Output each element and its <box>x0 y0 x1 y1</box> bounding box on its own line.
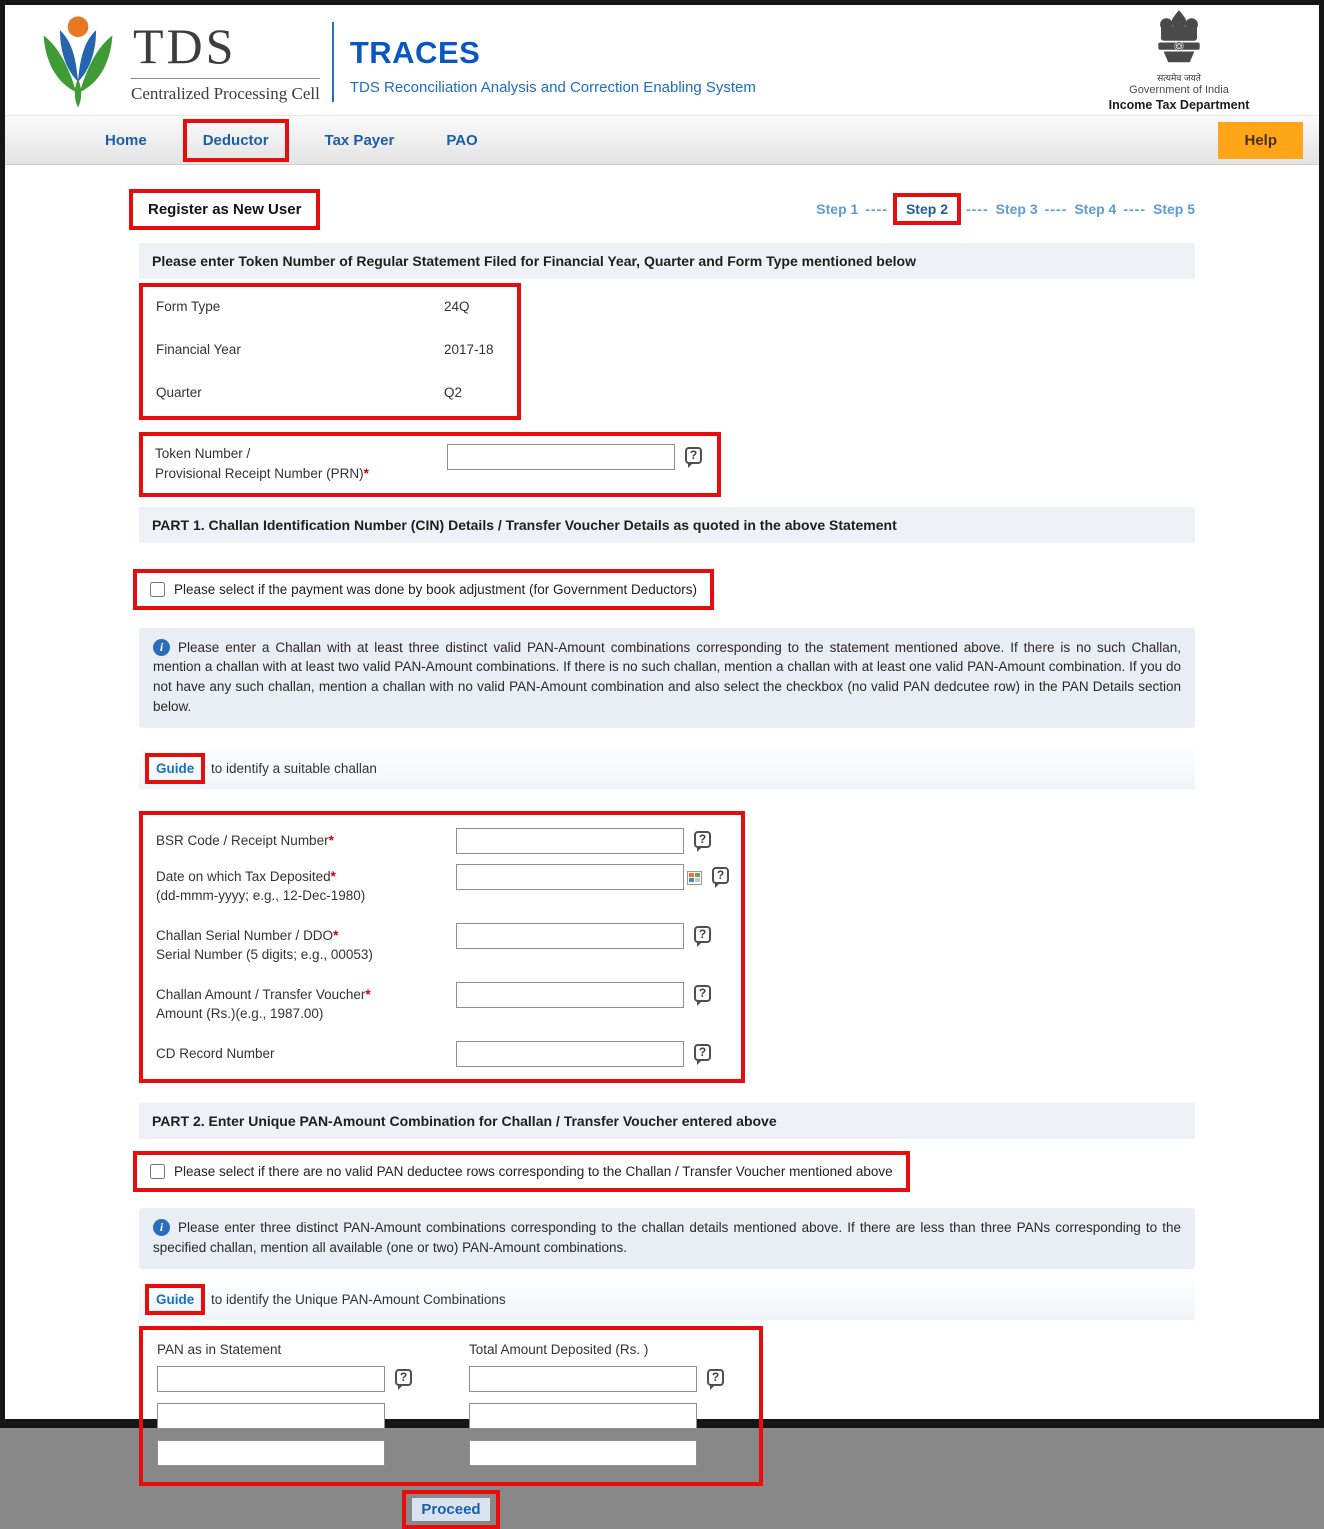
header <box>5 5 1319 115</box>
help-icon-pan[interactable]: ? <box>395 1369 412 1386</box>
bsr-code-row <box>156 828 729 854</box>
guide-link-challan[interactable]: Guide <box>156 761 195 777</box>
main-nav <box>5 115 1319 165</box>
step-4[interactable]: Step 4 <box>1074 201 1117 217</box>
part2-info <box>139 1208 1195 1269</box>
guide-link-pan[interactable]: Guide <box>156 1291 195 1307</box>
help-icon-serial[interactable]: ? <box>694 926 711 943</box>
step-1[interactable]: Step 1 <box>816 201 859 217</box>
calendar-icon[interactable] <box>687 871 702 890</box>
pan-column-header: PAN as in Statement <box>157 1341 282 1357</box>
form-type-value: 24Q <box>444 299 470 314</box>
financial-year-value: 2017-18 <box>444 342 494 357</box>
govt-line2: Income Tax Department <box>1108 98 1250 113</box>
tax-deposit-date-label: Date on which Tax Deposited* (dd-mmm-yyyy; e.g., 12-Dec-1980) <box>156 869 366 904</box>
cd-record-input[interactable] <box>456 1041 684 1067</box>
token-label: Token Number / Provisional Receipt Number (PRN)* <box>155 446 369 482</box>
challan-amount-row <box>156 982 729 1024</box>
step-separator: ---- <box>965 201 989 217</box>
nav-tax-payer[interactable]: Tax Payer <box>324 131 395 149</box>
tax-deposit-date-row <box>156 864 729 906</box>
step-separator: ---- <box>865 201 888 217</box>
annotation-box-pan-table <box>139 1326 763 1486</box>
amount-input-3[interactable] <box>469 1440 697 1466</box>
token-prn-input[interactable] <box>447 444 675 470</box>
quarter-label: Quarter <box>156 385 202 400</box>
form-type-label: Form Type <box>156 299 221 314</box>
guide-row-challan <box>139 748 1195 789</box>
financial-year-row <box>156 342 517 357</box>
no-valid-pan-label: Please select if there are no valid PAN deductee rows corresponding to the Challan / Transfer Voucher mentioned above <box>174 1163 893 1179</box>
help-icon-amount[interactable]: ? <box>694 985 711 1002</box>
annotation-box-proceed <box>402 1490 499 1529</box>
financial-year-label: Financial Year <box>156 342 241 357</box>
challan-serial-label: Challan Serial Number / DDO* Serial Number (5 digits; e.g., 00053) <box>156 928 373 963</box>
annotation-box-token <box>139 432 721 497</box>
book-adjustment-label: Please select if the payment was done by book adjustment (for Government Deductors) <box>174 581 698 597</box>
content <box>5 165 1319 1529</box>
annotation-box-guide1 <box>145 753 205 784</box>
amount-column-header: Total Amount Deposited (Rs. ) <box>469 1341 649 1357</box>
part1-info <box>139 628 1195 729</box>
challan-amount-input[interactable] <box>456 982 684 1008</box>
govt-line1: Government of India <box>1129 84 1229 97</box>
amount-input-2[interactable] <box>469 1403 697 1429</box>
tds-flower-icon <box>35 14 121 110</box>
annotation-box-step2 <box>893 193 961 225</box>
quarter-row <box>156 385 517 400</box>
help-icon-date[interactable]: ? <box>712 867 729 884</box>
annotation-box-challan-fields <box>139 811 745 1082</box>
step-2-active[interactable]: Step 2 <box>905 201 948 217</box>
bsr-code-label: BSR Code / Receipt Number* <box>156 833 334 849</box>
govt-motto: सत्यमेव जयते <box>1157 73 1201 84</box>
step-5[interactable]: Step 5 <box>1152 201 1195 217</box>
no-valid-pan-checkbox[interactable] <box>150 1164 165 1179</box>
guide-text-challan: to identify a suitable challan <box>211 761 377 777</box>
logo-subtitle: Centralized Processing Cell <box>131 83 320 103</box>
challan-serial-row <box>156 923 729 965</box>
proceed-button[interactable]: Proceed <box>412 1498 489 1521</box>
amount-input-1[interactable] <box>469 1366 697 1392</box>
cd-record-label: CD Record Number <box>156 1045 275 1061</box>
challan-serial-input[interactable] <box>456 923 684 949</box>
annotation-box-no-valid-pan <box>133 1151 910 1192</box>
help-icon-bsr[interactable]: ? <box>694 831 711 848</box>
tax-deposit-date-input[interactable] <box>456 864 684 890</box>
part2-heading: PART 2. Enter Unique PAN-Amount Combination for Challan / Transfer Voucher entered above <box>139 1103 1195 1139</box>
annotation-box-guide2 <box>145 1284 205 1315</box>
bsr-code-input[interactable] <box>456 828 684 854</box>
pan-row-2 <box>157 1403 745 1429</box>
info-icon: i <box>153 639 170 656</box>
part2-info-text: Please enter three distinct PAN-Amount combinations corresponding to the challan details mentioned above. If there are less than three PANs corresponding to the specified challan, mention all available (one or two) PAN-Amount combinations. <box>153 1219 1181 1255</box>
tds-cpc-logo <box>35 14 320 110</box>
form-type-row <box>156 299 517 314</box>
help-icon-cd[interactable]: ? <box>694 1044 711 1061</box>
part1-info-text: Please enter a Challan with at least three distinct valid PAN-Amount combinations corresponding to the statement mentioned above. If there is no such Challan, mention a challan with at least two valid PAN-Amount combinations. If there is no such challan, mention a challan with at least one valid PAN-Amount combination. If you do not have any such challan, mention a challan with no valid PAN-Amount combination and also select the checkbox (no valid PAN dedcutee row) in the PAN Details section below. <box>153 639 1181 715</box>
annotation-box-book-adjustment <box>133 569 714 610</box>
help-icon-token[interactable]: ? <box>685 447 702 464</box>
india-emblem-icon <box>1152 10 1206 66</box>
challan-amount-label: Challan Amount / Transfer Voucher* Amount (Rs.)(e.g., 1987.00) <box>156 986 371 1021</box>
step-separator: ---- <box>1123 201 1146 217</box>
token-section-heading: Please enter Token Number of Regular Statement Filed for Financial Year, Quarter and Form Type mentioned below <box>139 243 1195 279</box>
annotation-box-deductor <box>183 119 289 162</box>
app-title: TRACES <box>349 34 481 70</box>
help-icon-deposit[interactable]: ? <box>707 1369 724 1386</box>
nav-deductor[interactable]: Deductor <box>202 131 269 149</box>
step-3[interactable]: Step 3 <box>995 201 1038 217</box>
guide-text-pan: to identify the Unique PAN-Amount Combinations <box>211 1291 506 1307</box>
book-adjustment-checkbox[interactable] <box>150 582 165 597</box>
pan-input-2[interactable] <box>157 1403 385 1429</box>
step-separator: ---- <box>1044 201 1068 217</box>
pan-input-1[interactable] <box>157 1366 385 1392</box>
help-button[interactable]: Help <box>1218 122 1303 159</box>
government-emblem-block <box>1079 10 1279 114</box>
nav-pao[interactable]: PAO <box>446 131 478 149</box>
pan-row-3 <box>157 1440 745 1466</box>
page-title: Register as New User <box>129 189 320 230</box>
quarter-value: Q2 <box>444 385 463 400</box>
header-divider <box>332 22 334 102</box>
nav-home[interactable]: Home <box>105 131 147 149</box>
pan-input-3[interactable] <box>157 1440 385 1466</box>
annotation-box-statement-fields <box>139 283 521 420</box>
guide-row-pan <box>139 1279 1195 1320</box>
info-icon: i <box>153 1219 170 1236</box>
cd-record-row <box>156 1041 729 1067</box>
step-indicator <box>816 193 1195 225</box>
app-subtitle: TDS Reconciliation Analysis and Correction Enabling System <box>349 78 756 96</box>
logo-title: TDS <box>131 21 320 79</box>
pan-row-1 <box>157 1366 745 1392</box>
part1-heading: PART 1. Challan Identification Number (CIN) Details / Transfer Voucher Details as quoted in the above Statement <box>139 507 1195 543</box>
